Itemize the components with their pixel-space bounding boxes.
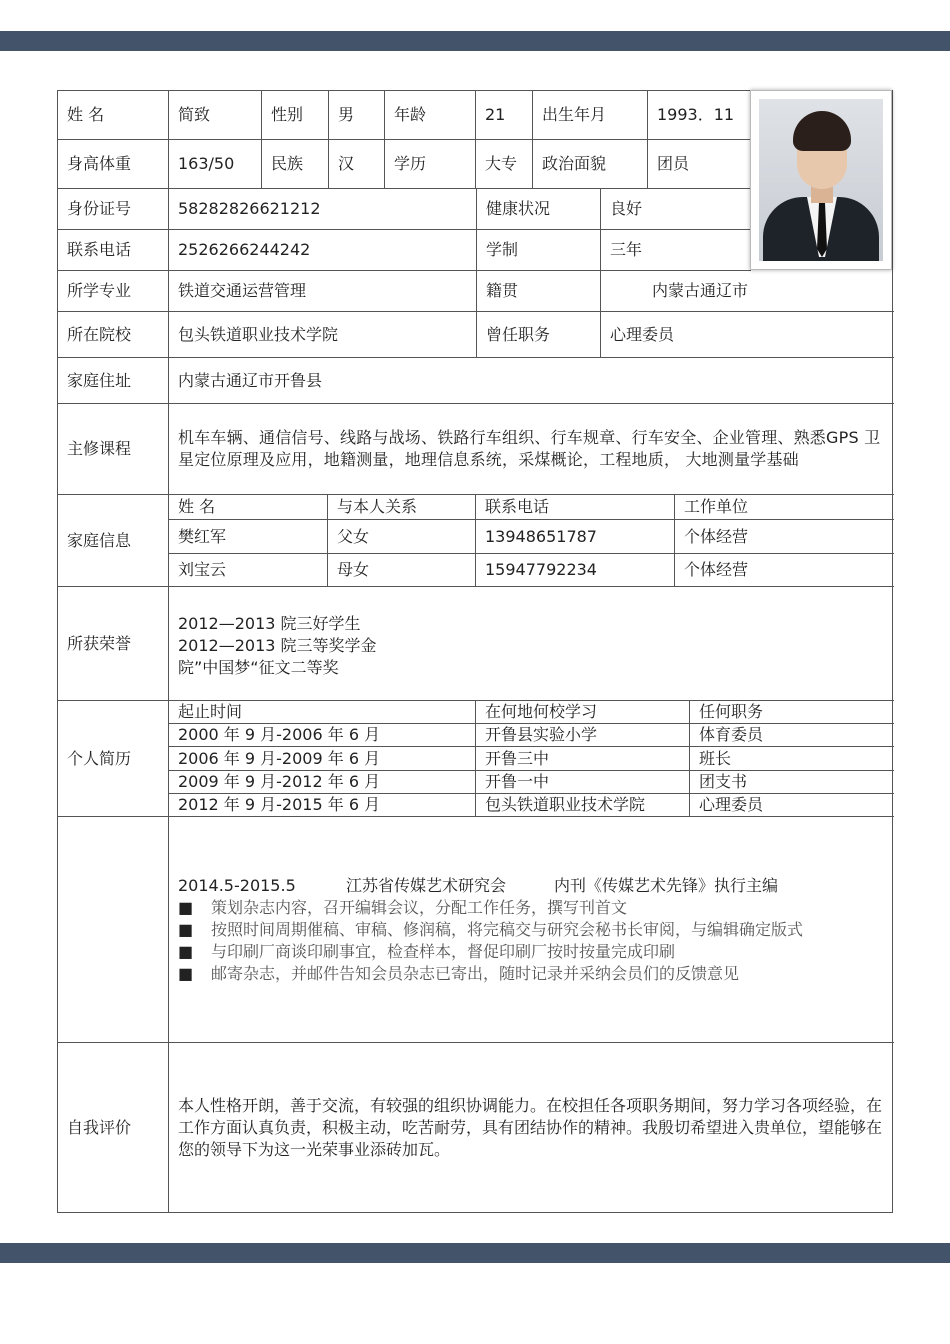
experience-content (169, 817, 894, 1043)
resume-header-period: 起止时间 (178, 702, 243, 721)
health-value: 良好 (601, 189, 751, 230)
name-label: 姓 名 (58, 91, 169, 140)
resume-row-4-period: 2012 年 9 月-2015 年 6 月 (178, 795, 381, 814)
self-eval-label: 自我评价 (58, 1043, 169, 1213)
resume-row-2-position: 班长 (699, 748, 732, 768)
ethnicity-label: 民族 (262, 140, 329, 189)
resume-row-1-school: 开鲁县实验小学 (485, 725, 598, 744)
header-bar (0, 31, 950, 51)
profile-photo-frame (750, 90, 892, 270)
family-row-1-relation: 父女 (337, 526, 370, 546)
native-place-value: 内蒙古通辽市 (601, 271, 894, 312)
family-row-1-phone: 13948651787 (485, 526, 597, 546)
profile-photo (759, 99, 883, 261)
bullet-icon: ■ (178, 942, 194, 961)
family-row-1-name: 樊红军 (178, 526, 227, 546)
resume-row-3-period: 2009 年 9 月-2012 年 6 月 (178, 772, 381, 791)
education-label: 学历 (385, 140, 476, 189)
experience-label-cell (58, 817, 169, 1043)
address-value: 内蒙古通辽市开鲁县 (169, 358, 894, 404)
family-row-2-employer: 个体经营 (684, 560, 749, 579)
resume-history-table (169, 701, 894, 817)
family-header-name: 姓 名 (178, 497, 216, 516)
native-place-label: 籍贯 (476, 271, 601, 312)
experience-org: 江苏省传媒艺术研究会 (346, 876, 507, 895)
resume-row-2-period: 2006 年 9 月-2009 年 6 月 (178, 748, 381, 768)
resume-row-4-position: 心理委员 (699, 795, 764, 814)
education-value: 大专 (476, 140, 533, 189)
id-number-label: 身份证号 (58, 189, 169, 230)
health-label: 健康状况 (476, 189, 601, 230)
bullet-icon: ■ (178, 920, 194, 939)
height-weight-label: 身高体重 (58, 140, 169, 189)
resume-row-1-position: 体育委员 (699, 725, 764, 744)
age-label: 年龄 (385, 91, 476, 140)
school-label: 所在院校 (58, 312, 169, 358)
gender-value: 男 (329, 91, 385, 140)
experience-period: 2014.5-2015.5 (178, 876, 296, 895)
major-value: 铁道交通运营管理 (169, 271, 476, 312)
bullet-icon: ■ (178, 964, 194, 983)
family-row-2-phone: 15947792234 (485, 560, 597, 579)
resume-row-3-school: 开鲁一中 (485, 772, 550, 791)
gender-label: 性别 (262, 91, 329, 140)
ethnicity-value: 汉 (329, 140, 385, 189)
family-row-2-relation: 母女 (337, 560, 370, 579)
bullet-icon: ■ (178, 898, 194, 917)
political-label: 政治面貌 (533, 140, 648, 189)
family-header-relation: 与本人关系 (337, 497, 418, 516)
phone-value: 2526266244242 (169, 230, 476, 271)
honors-label: 所获荣誉 (58, 587, 169, 701)
honors-list (169, 587, 894, 701)
age-value: 21 (476, 91, 533, 140)
resume-row-3-position: 团支书 (699, 772, 748, 791)
courses-label: 主修课程 (58, 404, 169, 495)
resume-row-2-school: 开鲁三中 (485, 748, 550, 768)
id-number-value: 58282826621212 (169, 189, 476, 230)
experience-role: 内刊《传媒艺术先锋》执行主编 (554, 876, 779, 895)
family-label: 家庭信息 (58, 495, 169, 587)
honor-item: 2012—2013 院三等奖学金 (178, 636, 377, 655)
experience-item: ■ 邮寄杂志，并邮件告知会员杂志已寄出，随时记录并采纳会员们的反馈意见 (178, 964, 740, 983)
birth-value: 1993．11 (648, 91, 751, 140)
honor-item: 2012—2013 院三好学生 (178, 614, 361, 633)
resume-row-4-school: 包头铁道职业技术学院 (485, 795, 646, 814)
birth-label: 出生年月 (533, 91, 648, 140)
resume-row-1-period: 2000 年 9 月-2006 年 6 月 (178, 725, 381, 744)
self-eval-value: 本人性格开朗，善于交流，有较强的组织协调能力。在校担任各项职务期间，努力学习各项经验，在工作方面认真负责，积极主动，吃苦耐劳，具有团结协作的精神。我殷切希望进入贵单位，望能够在您的领导下为这一光荣事业添砖加瓦。 (178, 1096, 883, 1159)
courses-value: 机车车辆、通信信号、线路与战场、铁路行车组织、行车规章、行车安全、企业管理、熟悉GPS 卫星定位原理及应用，地籍测量，地理信息系统，采煤概论，工程地质， 大地测量学基础 (169, 404, 894, 495)
resume-header-position: 任何职务 (699, 702, 764, 721)
experience-item: ■ 按照时间周期催稿、审稿、修润稿，将完稿交与研究会秘书长审阅，与编辑确定版式 (178, 920, 804, 939)
experience-header (178, 875, 894, 897)
school-system-label: 学制 (476, 230, 601, 271)
height-weight-value: 163/50 (169, 140, 262, 189)
address-label: 家庭住址 (58, 358, 169, 404)
experience-item: ■ 策划杂志内容，召开编辑会议，分配工作任务，撰写刊首文 (178, 898, 628, 917)
phone-label: 联系电话 (58, 230, 169, 271)
school-value: 包头铁道职业技术学院 (169, 312, 476, 358)
past-position-value: 心理委员 (601, 312, 894, 358)
family-header-employer: 工作单位 (684, 497, 749, 516)
name-value: 简致 (169, 91, 262, 140)
school-system-value: 三年 (601, 230, 751, 271)
resume-label: 个人简历 (58, 701, 169, 817)
past-position-label: 曾任职务 (476, 312, 601, 358)
footer-bar (0, 1243, 950, 1263)
political-value: 团员 (648, 140, 751, 189)
family-header-phone: 联系电话 (485, 497, 550, 516)
major-label: 所学专业 (58, 271, 169, 312)
honor-item: 院”中国梦“征文二等奖 (178, 658, 339, 677)
experience-item: ■ 与印刷厂商谈印刷事宜，检查样本，督促印刷厂按时按量完成印刷 (178, 942, 676, 961)
resume-header-school: 在何地何校学习 (485, 702, 598, 721)
family-table (169, 495, 894, 587)
family-row-2-name: 刘宝云 (178, 560, 227, 579)
family-row-1-employer: 个体经营 (684, 526, 749, 546)
